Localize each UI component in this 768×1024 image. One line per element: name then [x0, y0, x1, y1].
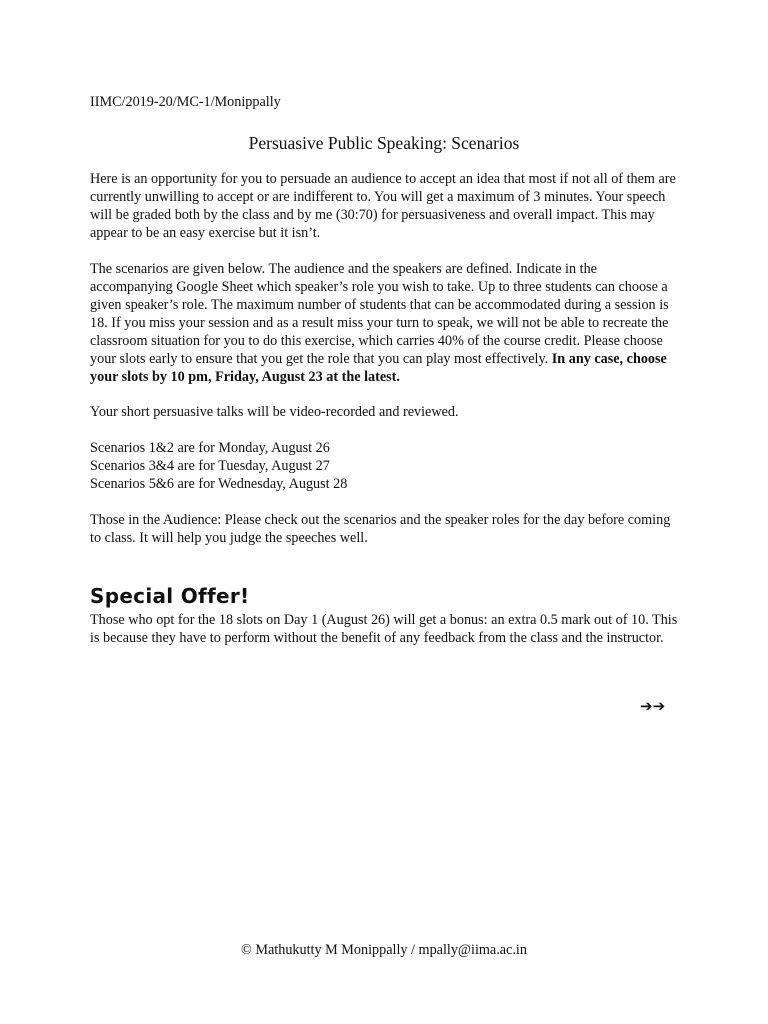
review-note: Your short persuasive talks will be video-recorded and reviewed.	[90, 404, 459, 420]
page-title: Persuasive Public Speaking: Scenarios	[248, 133, 520, 153]
scenarios-paragraph	[90, 260, 680, 386]
special-offer-text: Those who opt for the 18 slots on Day 1 (August 26) will get a bonus: an extra 0.5 mark out of 10. This is because they have to perform without the benefit of any feedback from the class and the instructor.	[90, 612, 678, 646]
footer-copyright: © Mathukutty M Monippally / mpally@iima.ac.in	[241, 942, 527, 958]
audience-note: Those in the Audience: Please check out the scenarios and the speaker roles for the day before coming to class. It will help you judge the speeches well.	[90, 512, 671, 546]
schedule-item: Scenarios 1&2 are for Monday, August 26	[90, 440, 330, 456]
special-offer-heading: Special Offer!	[90, 584, 250, 608]
next-page-arrows-icon: ➔➔	[640, 697, 666, 715]
schedule-item: Scenarios 3&4 are for Tuesday, August 27	[90, 458, 330, 474]
deadline-text: In any case, choose your slots by 10 pm, Friday, August 23 at the latest.	[90, 351, 667, 385]
scenarios-text: The scenarios are given below. The audience and the speakers are defined. Indicate in the accompanying Google Sheet which speaker’s role you wish to take. Up to three students can choose a given speaker’s role. The maximum number of students that can be accommodated during a session is 18. If you miss your session and as a result miss your turn to speak, we will not be able to recreate the classroom situation for you to do this exercise, which carries 40% of the course credit. Please choose your slots early to ensure that you get the role that you can play most effectively.	[90, 261, 669, 367]
course-code: IIMC/2019-20/MC-1/Monippally	[90, 94, 281, 110]
schedule-item: Scenarios 5&6 are for Wednesday, August 28	[90, 476, 348, 492]
schedule-list	[90, 439, 680, 493]
intro-paragraph: Here is an opportunity for you to persuade an audience to accept an idea that most if not all of them are currently unwilling to accept or are indifferent to. You will get a maximum of 3 minutes. Your speech will be graded both by the class and by me (30:70) for persuasiveness and overall impact. This may appear to be an easy exercise but it isn’t.	[90, 171, 676, 241]
